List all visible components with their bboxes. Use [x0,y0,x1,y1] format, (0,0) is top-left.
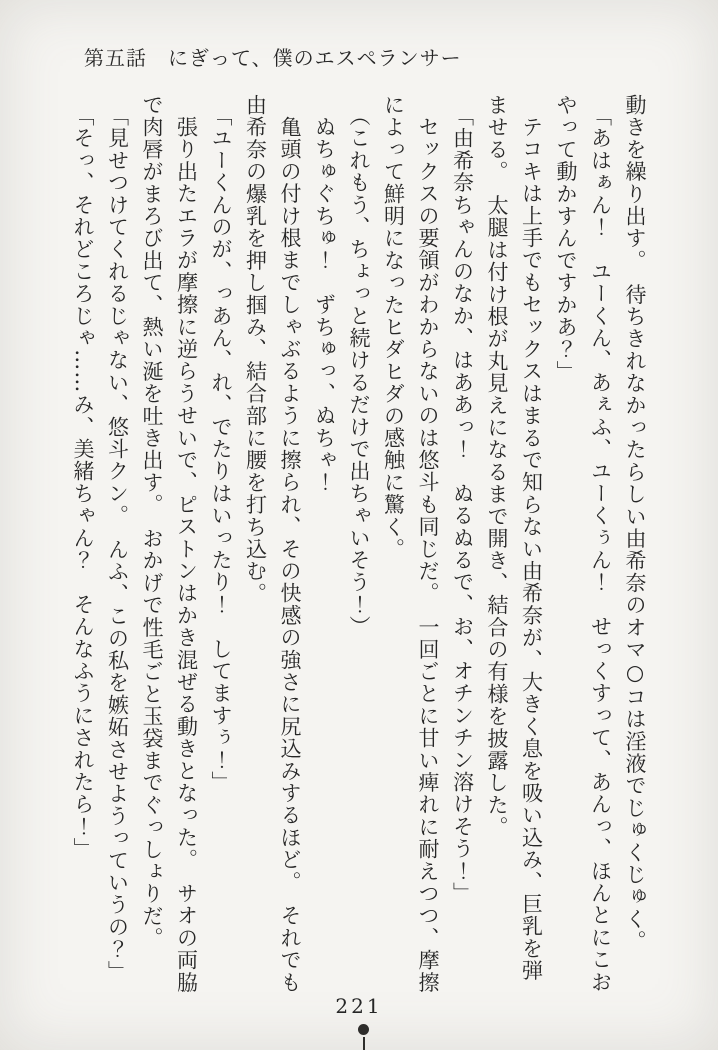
text-column: ぬちゅぐちゅ！ ずちゅっ、ぬちゃ！ [312,116,337,494]
text-column: テコキは上手でもセックスはまるで知らない由希奈が、大きく息を吸い込み、巨乳を弾 [519,116,544,982]
text-column: 張り出たエラが摩擦に逆らうせいで、ピストンはかき混ぜる動きとなった。 サオの両脇 [174,116,199,994]
binding-mark-line [363,1037,365,1050]
text-column: ませる。 太腿は付け根が丸見えになるまで開き、結合の有様を披露した。 [485,94,509,839]
text-column: で肉唇がまろび出て、熱い涎を吐き出す。 おかげで性毛ごと玉袋までぐっしょりだ。 [140,94,164,950]
text-column: （これもう、ちょっと続けるだけで出ちゃいそう！） [347,105,371,638]
text-column: によって鮮明になったヒダヒダの感触に驚く。 [381,94,406,561]
text-column: 由希奈の爆乳を押し掴み、結合部に腰を打ち込む。 [243,94,268,605]
text-column: 「見せつけてくれるじゃない、悠斗クン。 んふ、この私を嫉妬させようっていうの？」 [105,105,130,983]
text-column: 「あはぁん！ ユーくん、あぇふ、ユーくぅん！ せっくすって、あんっ、ほんとにこお [588,105,613,993]
text-column: 「ユーくんのが、っあん、れ、でたりはいったり！ してますぅ！」 [209,105,233,794]
text-column: 「由希奈ちゃんのなか、はああっ！ ぬるぬるで、お、オチンチン溶けそう！」 [450,105,475,905]
binding-mark-dot-icon [358,1024,369,1035]
text-column: 「そっ、それどころじゃ……み、美緒ちゃん？ そんなふうにされたら！」 [71,105,95,860]
chapter-title: 第五話 にぎって、僕のエスペランサー [84,46,462,70]
text-column: 動きを繰り出す。 待ちきれなかったらしい由希奈のオマ○コは淫液でじゅくじゅく。 [623,94,647,953]
text-column: 亀頭の付け根までしゃぶるように擦られ、その快感の強さに尻込みするほど。 それでも [278,116,302,994]
text-column: やって動かすんですかあ？」 [554,94,578,383]
page-text [66,94,653,1014]
text-column: セックスの要領がわからないのは悠斗も同じだ。 一回ごとに甘い痺れに耐えつつ、摩擦 [416,116,440,994]
page-number: 221 [335,994,383,1018]
